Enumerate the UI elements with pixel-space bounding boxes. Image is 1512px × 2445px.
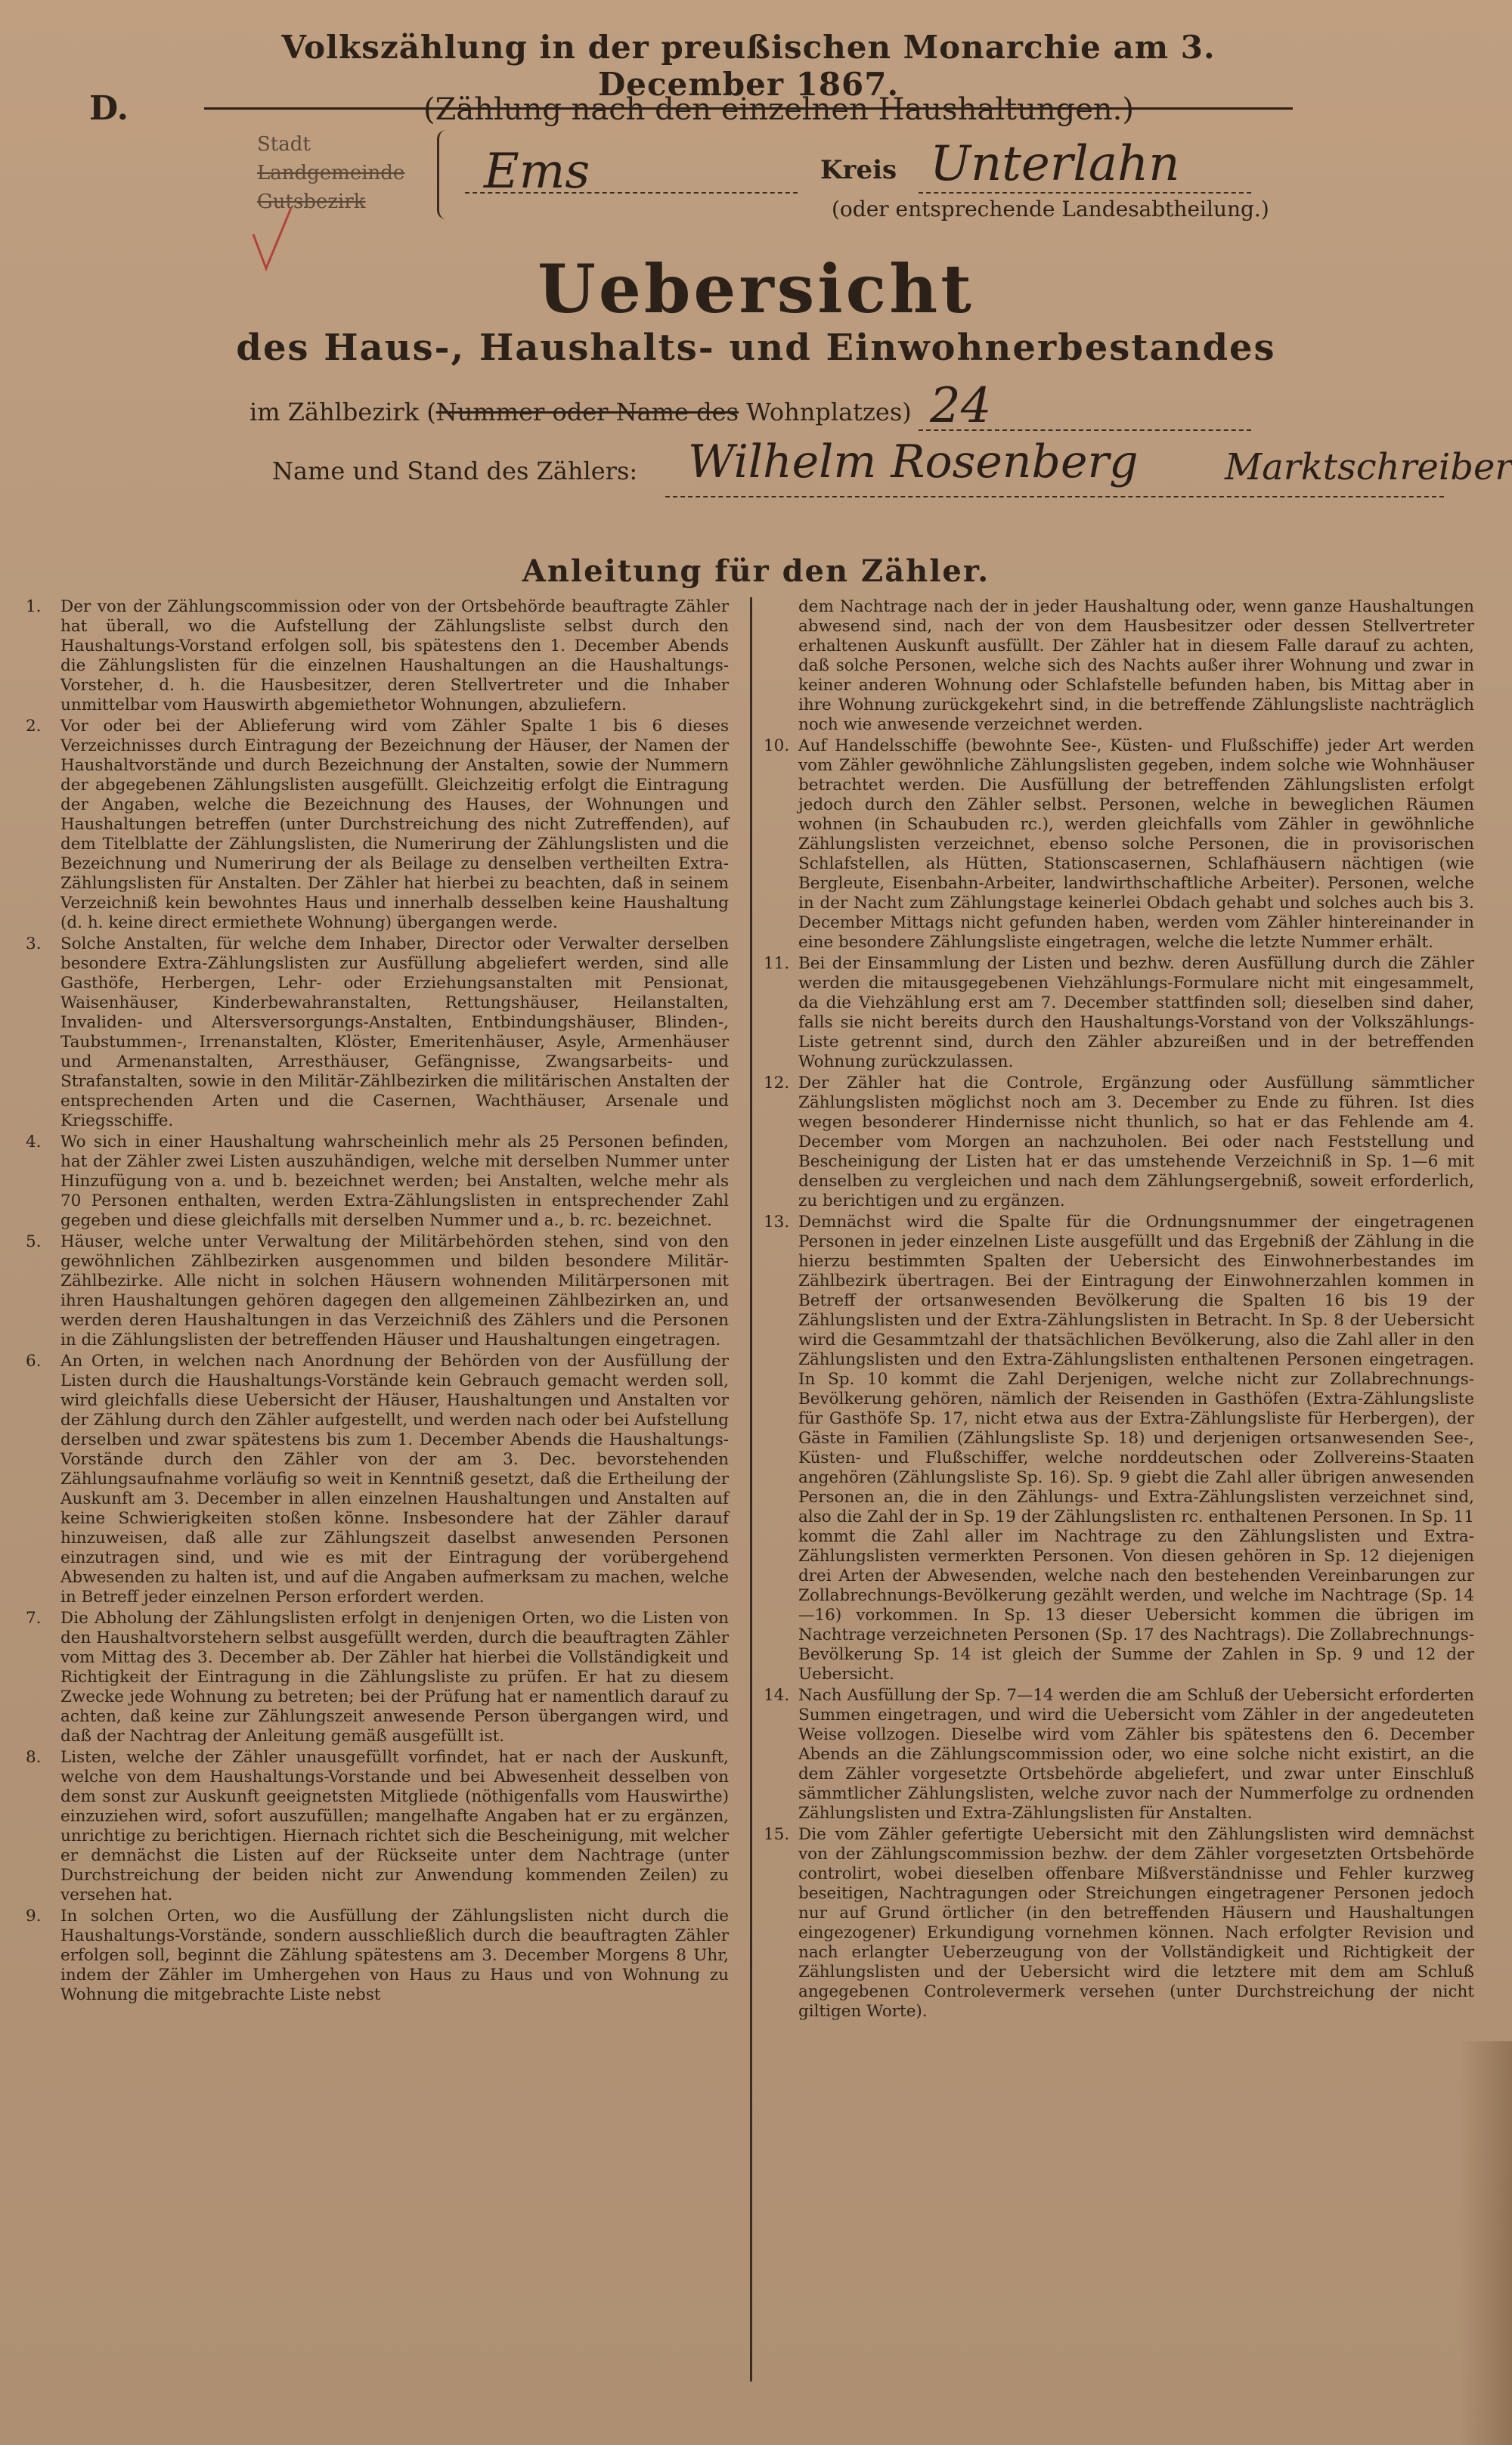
- kreis-note: (oder entsprechende Landesabtheilung.): [832, 197, 1269, 222]
- zaehlbezirk-label-suffix: Wohnplatzes): [746, 398, 912, 426]
- instruction-text: Demnächst wird die Spalte für die Ordnungsnummer der eingetragenen Personen in jeder einzelnen Liste ausgefüllt und das Ergebniß der Zählung in die hierzu bestimmten Spalten der Uebersicht des Einwohnerbestandes im Zählbezirk übertragen. Bei der Eintragung der Einwohnerzahlen kommen in Betreff der ortsanwesenden Bevölkerung die Spalten 16 bis 19 der Zählungslisten und der Extra-Zählungslisten in Betracht. In Sp. 8 der Uebersicht wird die Gesammtzahl der thatsächlichen Bevölkerung, also die Zahl aller in den Zählungslisten und den Extra-Zählungslisten enthaltenen Personen eingetragen. In Sp. 10 kommt die Zahl Derjenigen, welche nicht zur Zollabrechnungs-Bevölkerung gehören, nämlich der Reisenden in Gasthöfen (Extra-Zählungsliste für Gasthöfe Sp. 17, nicht etwa aus der Extra-Zählungsliste für Herbergen), der Gäste in Familien (Zählungsliste Sp. 18) und derjenigen ortsanwesenden See-, Küsten- und Flußschiffer, welche norddeutschen oder Zollvereins-Staaten angehören (Zählungsliste Sp. 16). Sp. 9 giebt die Zahl aller übrigen anwesenden Personen an, die in den Zählungs- und Extra-Zählungslisten verzeichnet sind, also die Zahl der in Sp. 19 der Zählungslisten rc. enthaltenen Personen. In Sp. 11 kommt die Zahl aller im Nachtrage zu den Zählungslisten und Extra-Zählungslisten vermerkten Personen. Von diesen gehören in Sp. 12 diejenigen drei Arten der Abwesenden, welche nach den bestehenden Vereinbarungen zur Zollabrechnungs-Bevölkerung gezählt werden, und welche im Nachtrage (Sp. 14—16) vorkommen. In Sp. 13 dieser Uebersicht kommen die übrigen im Nachtrage verzeichneten Personen (Sp. 17 des Nachtrags). Die Zollabrechnungs-Bevölkerung Sp. 14 ist gleich der Summe der Zahlen in Sp. 9 und 12 der Uebersicht.: [798, 1213, 1474, 1684]
- zaehlbezirk-underline: [919, 429, 1251, 431]
- stadt-label: Stadt: [257, 133, 311, 156]
- zaehlbezirk-label-prefix: im Zählbezirk (: [249, 398, 436, 426]
- stadt-underline: [465, 192, 798, 194]
- instruction-number: 7.: [26, 1609, 42, 1628]
- page-subtitle: des Haus-, Haushalts- und Einwohnerbestandes: [236, 327, 1276, 369]
- paper-edge-stain: [1459, 2041, 1512, 2445]
- instruction-text: Häuser, welche unter Verwaltung der Militärbehörden stehen, sind von den gewöhnlichen Zählbezirken ausgenommen und bilden besondere Militär-Zählbezirke. Alle nicht in solchen Häusern wohnenden Militärpersonen mit ihren Haushaltungen gehören dagegen den allgemeinen Zählbezirken an, und werden deren Haushaltungen in das Verzeichniß des Zählers und die Personen in die Zählungslisten der betreffenden Häuser und Haushaltungen eingetragen.: [60, 1232, 729, 1350]
- instruction-number: 3.: [26, 934, 42, 953]
- instruction-number: 8.: [26, 1748, 42, 1767]
- instructions-heading: Anleitung für den Zähler.: [522, 553, 990, 589]
- instruction-text: Die vom Zähler gefertigte Uebersicht mit den Zählungslisten wird demnächst von der Zählungscommission bezhw. der dem Zähler vorgesetzten Ortsbehörde controlirt, wobei dieselben offenbare Mißverständnisse und Fehler kurzweg beseitigen, Nachtragungen oder Streichungen eingetragener Personen jedoch nur auf Grund örtlicher (in den betreffenden Häusern und Haushaltungen eingezogener) Erkundigung vornehmen können. Nach erfolgter Revision und nach erlangter Ueberzeugung von der Vollständigkeit und Richtigkeit der Zählungslisten und der Uebersicht wird die letztere mit dem am Schluß angegebenen Controlevermerk versehen (unter Durchstreichung der nicht giltigen Worte).: [798, 1825, 1474, 2021]
- stadt-value: Ems: [484, 144, 590, 200]
- instruction-item: [764, 736, 1474, 953]
- instruction-number: 10.: [764, 736, 790, 755]
- zaehlbezirk-label: [249, 398, 912, 426]
- instruction-number: 4.: [26, 1133, 42, 1151]
- zaehlbezirk-value: 24: [930, 378, 992, 434]
- gutsbezirk-label: Gutsbezirk: [257, 191, 366, 213]
- instruction-number: 11.: [764, 954, 790, 973]
- instruction-text: Nach Ausfüllung der Sp. 7—14 werden die am Schluß der Uebersicht erforderten Summen eingetragen, und wird die Uebersicht vom Zähler in der angedeuteten Weise vollzogen. Dieselbe wird vom Zähler bis spätestens den 6. December Abends an die Zählungscommission oder, wo eine solche nicht existirt, an die dem Zähler vorgesetzte Ortsbehörde abgeliefert, und zwar unter Einschluß sämmtlicher Zählungslisten, welche zuvor nach der Nummerfolge zu ordnenden Zählungslisten und Extra-Zählungslisten für Anstalten.: [798, 1686, 1474, 1823]
- instruction-number: 2.: [26, 717, 42, 736]
- instruction-number: 13.: [764, 1213, 790, 1232]
- instruction-item: [26, 1748, 729, 1905]
- locality-type-block: [257, 130, 404, 216]
- locality-brace: [437, 130, 453, 219]
- form-letter: D.: [89, 89, 129, 128]
- instruction-text: An Orten, in welchen nach Anordnung der Behörden von der Ausfüllung der Listen durch die Haushaltungs-Vorstände kein Gebrauch gemacht werden soll, wird gleichfalls diese Uebersicht der Häuser, Haushaltungen und Anstalten vor der Zählung durch den Zähler aufgestellt, und werden nach oder bei Aufstellung derselben und zwar spätestens bis zum 1. December Abends die Haushaltungs-Vorstände durch den Zähler von der am 3. Dec. bevorstehenden Zählungsaufnahme vorläufig so weit in Kenntniß gesetzt, daß die Ertheilung der Auskunft am 3. December in allen einzelnen Haushaltungen und Anstalten auf keine Schwierigkeiten stoßen könne. Insbesondere hat der Zähler darauf hinzuweisen, daß alle zur Zählungszeit daselbst anwesenden Personen einzutragen sind, und wie es mit der Eintragung der vorübergehend Abwesenden zu halten ist, und auf die Angaben aufmerksam zu machen, welche in Betreff jeder einzelnen Person erfordert werden.: [60, 1352, 729, 1607]
- instruction-item: [26, 1133, 729, 1231]
- zaehler-label: Name und Stand des Zählers:: [272, 457, 638, 485]
- instruction-item: [26, 1232, 729, 1350]
- instruction-item: [764, 1213, 1474, 1684]
- instruction-number: 9.: [26, 1907, 42, 1926]
- instruction-text: In solchen Orten, wo die Ausfüllung der Zählungslisten nicht durch die Haushaltungs-Vorstände, sondern ausschließlich durch die beauftragten Zähler erfolgen soll, beginnt die Zählung spätestens am 3. December Morgens 8 Uhr, indem der Zähler im Umhergehen von Haus zu Haus und von Wohnung zu Wohnung die mitgebrachte Liste nebst: [60, 1907, 729, 2004]
- instruction-number: 12.: [764, 1074, 790, 1092]
- instruction-number: 1.: [26, 597, 42, 616]
- column-divider: [750, 597, 752, 2381]
- zaehlbezirk-label-strike: Nummer oder Name des: [435, 398, 739, 426]
- instruction-text: Solche Anstalten, für welche dem Inhaber, Director oder Verwalter derselben besondere Extra-Zählungslisten zur Ausfüllung abgeliefert werden, sind alle Gasthöfe, Herbergen, Lehr- oder Erziehungsanstalten mit Pensionat, Waisenhäuser, Kinderbewahranstalten, Rettungshäuser, Heilanstalten, Invaliden- und Altersversorgungs-Anstalten, Entbindungshäuser, Blinden-, Taubstummen-, Irrenanstalten, Klöster, Emeritenhäuser, Asyle, Armenhäuser und Armenanstalten, Arresthäuser, Gefängnisse, Zwangsarbeits- und Strafanstalten, sowie in den Militär-Zählbezirken die militärischen Anstalten der entsprechenden Arten und die Casernen, Wachthäuser, Arsenale und Kriegsschiffe.: [60, 934, 729, 1130]
- instruction-text: Die Abholung der Zählungslisten erfolgt in denjenigen Orten, wo die Listen von den Haushaltvorstehern selbst ausgefüllt werden, durch die beauftragten Zähler vom Mittag des 3. December ab. Der Zähler hat hierbei die Vollständigkeit und Richtigkeit der Eintragung in die Zählungsliste zu prüfen. Er hat zu diesem Zwecke jede Wohnung zu betreten; bei der Prüfung hat er namentlich darauf zu achten, daß keine zur Zählungszeit anwesende Person übergangen wird, und daß der Nachtrag der Anleitung gemäß ausgefüllt ist.: [60, 1609, 729, 1746]
- instruction-text: Bei der Einsammlung der Listen und bezhw. deren Ausfüllung durch die Zähler werden die mitausgegebenen Viehzählungs-Formulare nicht mit eingesammelt, da die Viehzählung erst am 7. December stattfinden soll; dieselben sind daher, falls sie nicht bereits durch den Haushaltungs-Vorstand von der Volkszählungs-Liste getrennt sind, durch den Zähler abzureißen und in der betreffenden Wohnung zurückzulassen.: [798, 954, 1474, 1071]
- instruction-item: [26, 1352, 729, 1607]
- landgemeinde-label: Landgemeinde: [257, 162, 405, 184]
- instructions-right-column: [764, 597, 1474, 2023]
- instruction-item: [764, 1825, 1474, 2022]
- instruction-item: [764, 1074, 1474, 1211]
- kreis-label: Kreis: [820, 155, 897, 185]
- instruction-item: dem Nachtrage nach der in jeder Haushaltung oder, wenn ganze Haushaltungen abwesend sind, nach der von dem Hausbesitzer oder dessen Stellvertreter erhaltenen Auskunft ausfüllt. Der Zähler hat in diesem Falle darauf zu achten, daß solche Personen, welche sich des Nachts außer ihrer Wohnung und zwar in keiner anderen Wohnung oder Schlafstelle befunden haben, bis Mittag aber in ihre Wohnung zurückgekehrt sind, in die betreffende Zählungsliste nachträglich noch wie anwesende verzeichnet werden.: [798, 597, 1474, 734]
- instruction-text: Der Zähler hat die Controle, Ergänzung oder Ausfüllung sämmtlicher Zählungslisten möglichst noch am 3. December zu Ende zu führen. Ist dies wegen besonderer Hindernisse nicht thunlich, so hat er das Fehlende am 4. December vom Morgen an nachzuholen. Bei oder nach Feststellung und Bescheinigung der Listen hat er das umstehende Verzeichniß in Sp. 1—6 mit denselben zu vergleichen und nach dem Zählungsergebniß, soweit erforderlich, zu berichtigen und zu ergänzen.: [798, 1074, 1474, 1210]
- instruction-text: Vor oder bei der Ablieferung wird vom Zähler Spalte 1 bis 6 dieses Verzeichnisses durch Eintragung der Bezeichnung der Häuser, der Namen der Haushaltvorstände und durch Bezeichnung der Anstalten, sowie der Nummern der abgegebenen Zählungslisten ausgefüllt. Gleichzeitig erfolgt die Eintragung der Angaben, welche die Bezeichnung des Hauses, der Wohnungen und Haushaltungen betreffen (unter Durchstreichung des nicht Zutreffenden), auf dem Titelblatte der Zählungslisten, die Numerirung der Zählungslisten und die Bezeichnung und Numerirung der als Beilage zu denselben vertheilten Extra-Zählungslisten für Anstalten. Der Zähler hat hierbei zu beachten, daß in seinem Verzeichniß kein bewohntes Haus und innerhalb desselben keine Haushaltung (d. h. keine direct ermiethete Wohnung) übergangen werde.: [60, 717, 729, 932]
- instruction-item: [26, 934, 729, 1131]
- instruction-item: [26, 597, 729, 715]
- instruction-text: Wo sich in einer Haushaltung wahrscheinlich mehr als 25 Personen befinden, hat der Zähler zwei Listen auszuhändigen, welche mit derselben Nummer unter Hinzufügung von a. und b. bezeichnet werden; bei Anstalten, welche mehr als 70 Personen enthalten, werden Extra-Zählungslisten in entsprechender Zahl gegeben und diese gleichfalls mit derselben Nummer und a., b. rc. bezeichnet.: [60, 1133, 729, 1230]
- instruction-item: [26, 717, 729, 933]
- instruction-item: [764, 1686, 1474, 1824]
- form-subheading: (Zählung nach den einzelnen Haushaltungen.): [423, 92, 1134, 127]
- zaehler-underline: [665, 496, 1444, 497]
- instruction-number: 14.: [764, 1686, 790, 1705]
- instruction-text: Auf Handelsschiffe (bewohnte See-, Küsten- und Flußschiffe) jeder Art werden vom Zähler gewöhnliche Zählungslisten gegeben, indem solche wie Wohnhäuser betrachtet werden. Die Ausfüllung der betreffenden Zählungslisten erfolgt jedoch durch den Zähler selbst. Personen, welche in beweglichen Räumen wohnen (in Schaubuden rc.), werden gleichfalls vom Zähler in gewöhnliche Zählungslisten verzeichnet, ebenso solche Personen, die in provisorischen Schlafstellen, als Hütten, Stationscasernen, Schlafhäusern nächtigen (wie Bergleute, Eisenbahn-Arbeiter, landwirthschaftliche Arbeiter). Personen, welche in der Nacht zum Zählungstage keinerlei Obdach gehabt und solches auch bis 3. December Mittags nicht gefunden haben, werden vom Zähler hintereinander in eine besondere Zählungsliste eingetragen, welche die letzte Nummer erhält.: [798, 736, 1474, 952]
- instruction-text: Listen, welche der Zähler unausgefüllt vorfindet, hat er nach der Auskunft, welche von dem Haushaltungs-Vorstande und bei Abwesenheit desselben von dem sonst zur Auskunft geeignetsten Mitgliede (nöthigenfalls vom Hauswirthe) einzuziehen wird, sofort auszufüllen; mangelhafte Angaben hat er zu ergänzen, unrichtige zu berichtigen. Hiernach richtet sich die Bescheinigung, mit welcher er demnächst die Listen auf der Rückseite unter dem Nachtrage (unter Durchstreichung der beiden nicht zur Anwendung kommenden Zeilen) zu versehen hat.: [60, 1748, 729, 1904]
- instruction-text: Der von der Zählungscommission oder von der Ortsbehörde beauftragte Zähler hat überall, wo die Aufstellung der Zählungsliste selbst durch den Haushaltungs-Vorstand erfolgen soll, bis spätestens den 1. December Abends die Zählungslisten für die einzelnen Haushaltungen an die Haushaltungs-Vorsteher, d. h. die Hausbesitzer, deren Stellvertreter und die Inhaber unmittelbar vom Hauswirth abgemiethetor Wohnungen, abzuliefern.: [60, 597, 729, 714]
- instruction-number: 6.: [26, 1352, 42, 1371]
- zaehler-stand-value: Marktschreiber: [1225, 446, 1512, 488]
- kreis-value: Unterlahn: [930, 136, 1180, 192]
- page-title: Uebersicht: [538, 249, 974, 328]
- instruction-item: [26, 1907, 729, 2005]
- instruction-number: 15.: [764, 1825, 790, 1844]
- kreis-underline: [919, 192, 1251, 194]
- zaehler-name-value: Wilhelm Rosenberg: [688, 435, 1139, 488]
- instruction-item: [26, 1609, 729, 1746]
- instruction-item: [764, 954, 1474, 1072]
- instructions-left-column: [26, 597, 729, 2007]
- instruction-number: 5.: [26, 1232, 42, 1251]
- census-header-line: Volkszählung in der preußischen Monarchie am 3. December 1867.: [204, 29, 1293, 110]
